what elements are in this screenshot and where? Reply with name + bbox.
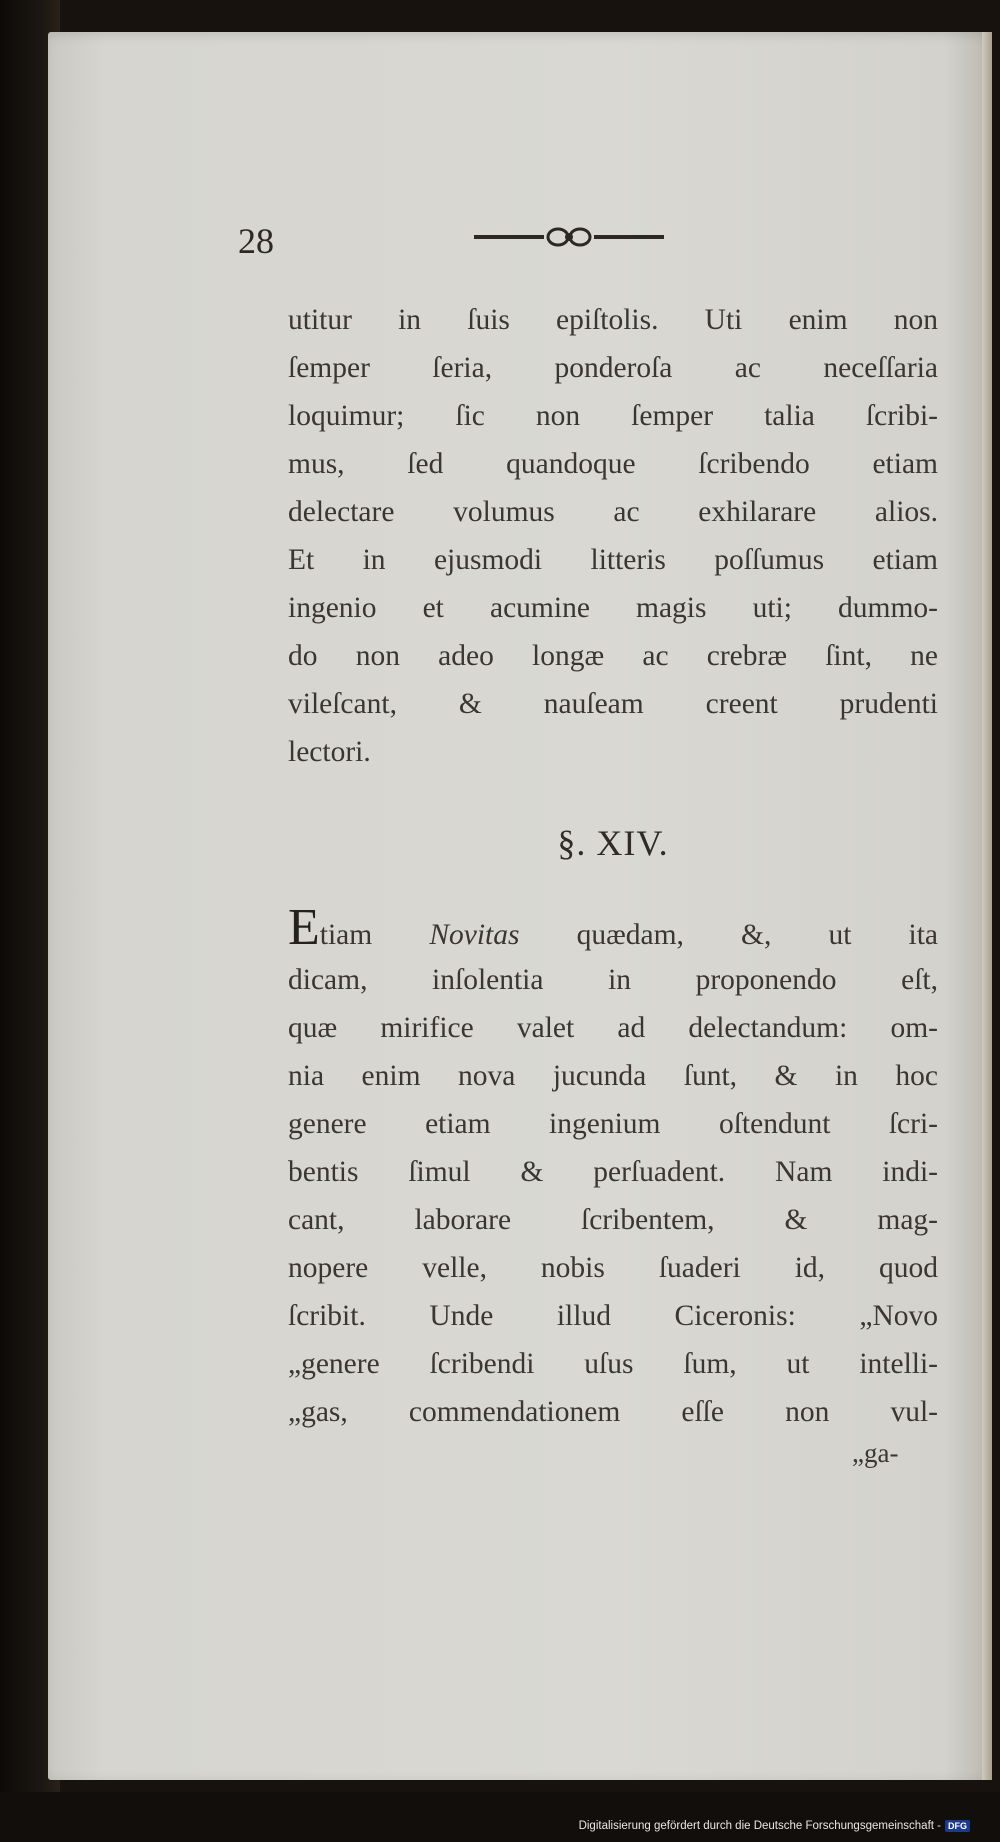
drop-cap: E: [288, 899, 320, 956]
text-line: lectori.: [288, 736, 371, 768]
credit-text: Digitalisierung gefördert durch die Deutsche Forschungsgemeinschaft -: [578, 1820, 941, 1832]
binding-bottom: [0, 1792, 1000, 1842]
text-line: utitur in ſuis epiſtolis. Uti enim non: [288, 304, 938, 336]
text-line: cant, laborare ſcribentem, & mag-: [288, 1204, 938, 1236]
text-line: dicam, inſolentia in proponendo eſt,: [288, 964, 938, 996]
book-page: [48, 32, 992, 1780]
page-number: 28: [238, 221, 274, 261]
text-line: nia enim nova jucunda ſunt, & in hoc: [288, 1060, 938, 1092]
italic-term: Novitas: [429, 919, 520, 951]
text-line: quæ mirifice valet ad delectandum: om-: [288, 1012, 938, 1044]
text-line: mus, ſed quandoque ſcribendo etiam: [288, 448, 938, 480]
dfg-logo-icon: DFG: [945, 1820, 970, 1832]
paragraph-2: [288, 899, 938, 1436]
text-fragment: quædam, &, ut ita: [519, 919, 938, 951]
text-line: „genere ſcribendi uſus ſum, ut intelli-: [288, 1348, 938, 1380]
text-line: vileſcant, & nauſeam creent prudenti: [288, 688, 938, 720]
text-line: ingenio et acumine magis uti; dummo-: [288, 592, 938, 624]
text-line: loquimur; ſic non ſemper talia ſcribi-: [288, 400, 938, 432]
text-line: delectare volumus ac exhilarare alios.: [288, 496, 938, 528]
text-fragment: tiam: [319, 919, 430, 951]
digitization-credit: [579, 1820, 970, 1832]
text-line: ſemper ſeria, ponderoſa ac neceſſaria: [288, 352, 938, 384]
text-line: do non adeo longæ ac crebræ ſint, ne: [288, 640, 938, 672]
text-line: Et in ejusmodi litteris poſſumus etiam: [288, 544, 938, 576]
catchword: „ga-: [852, 1438, 899, 1468]
text-line: nopere velle, nobis ſuaderi id, quod: [288, 1252, 938, 1284]
page-edge: [982, 32, 992, 1780]
paragraph-1: [288, 296, 938, 776]
text-line-first: [288, 899, 938, 956]
header-ornament-icon: [474, 226, 664, 248]
text-line: genere etiam ingenium oſtendunt ſcri-: [288, 1108, 938, 1140]
text-line: ſcribit. Unde illud Ciceronis: „Novo: [288, 1300, 938, 1332]
text-line: bentis ſimul & perſuadent. Nam indi-: [288, 1156, 938, 1188]
text-line: „gas, commendationem eſſe non vul-: [288, 1396, 938, 1428]
section-heading: §. XIV.: [557, 823, 669, 863]
